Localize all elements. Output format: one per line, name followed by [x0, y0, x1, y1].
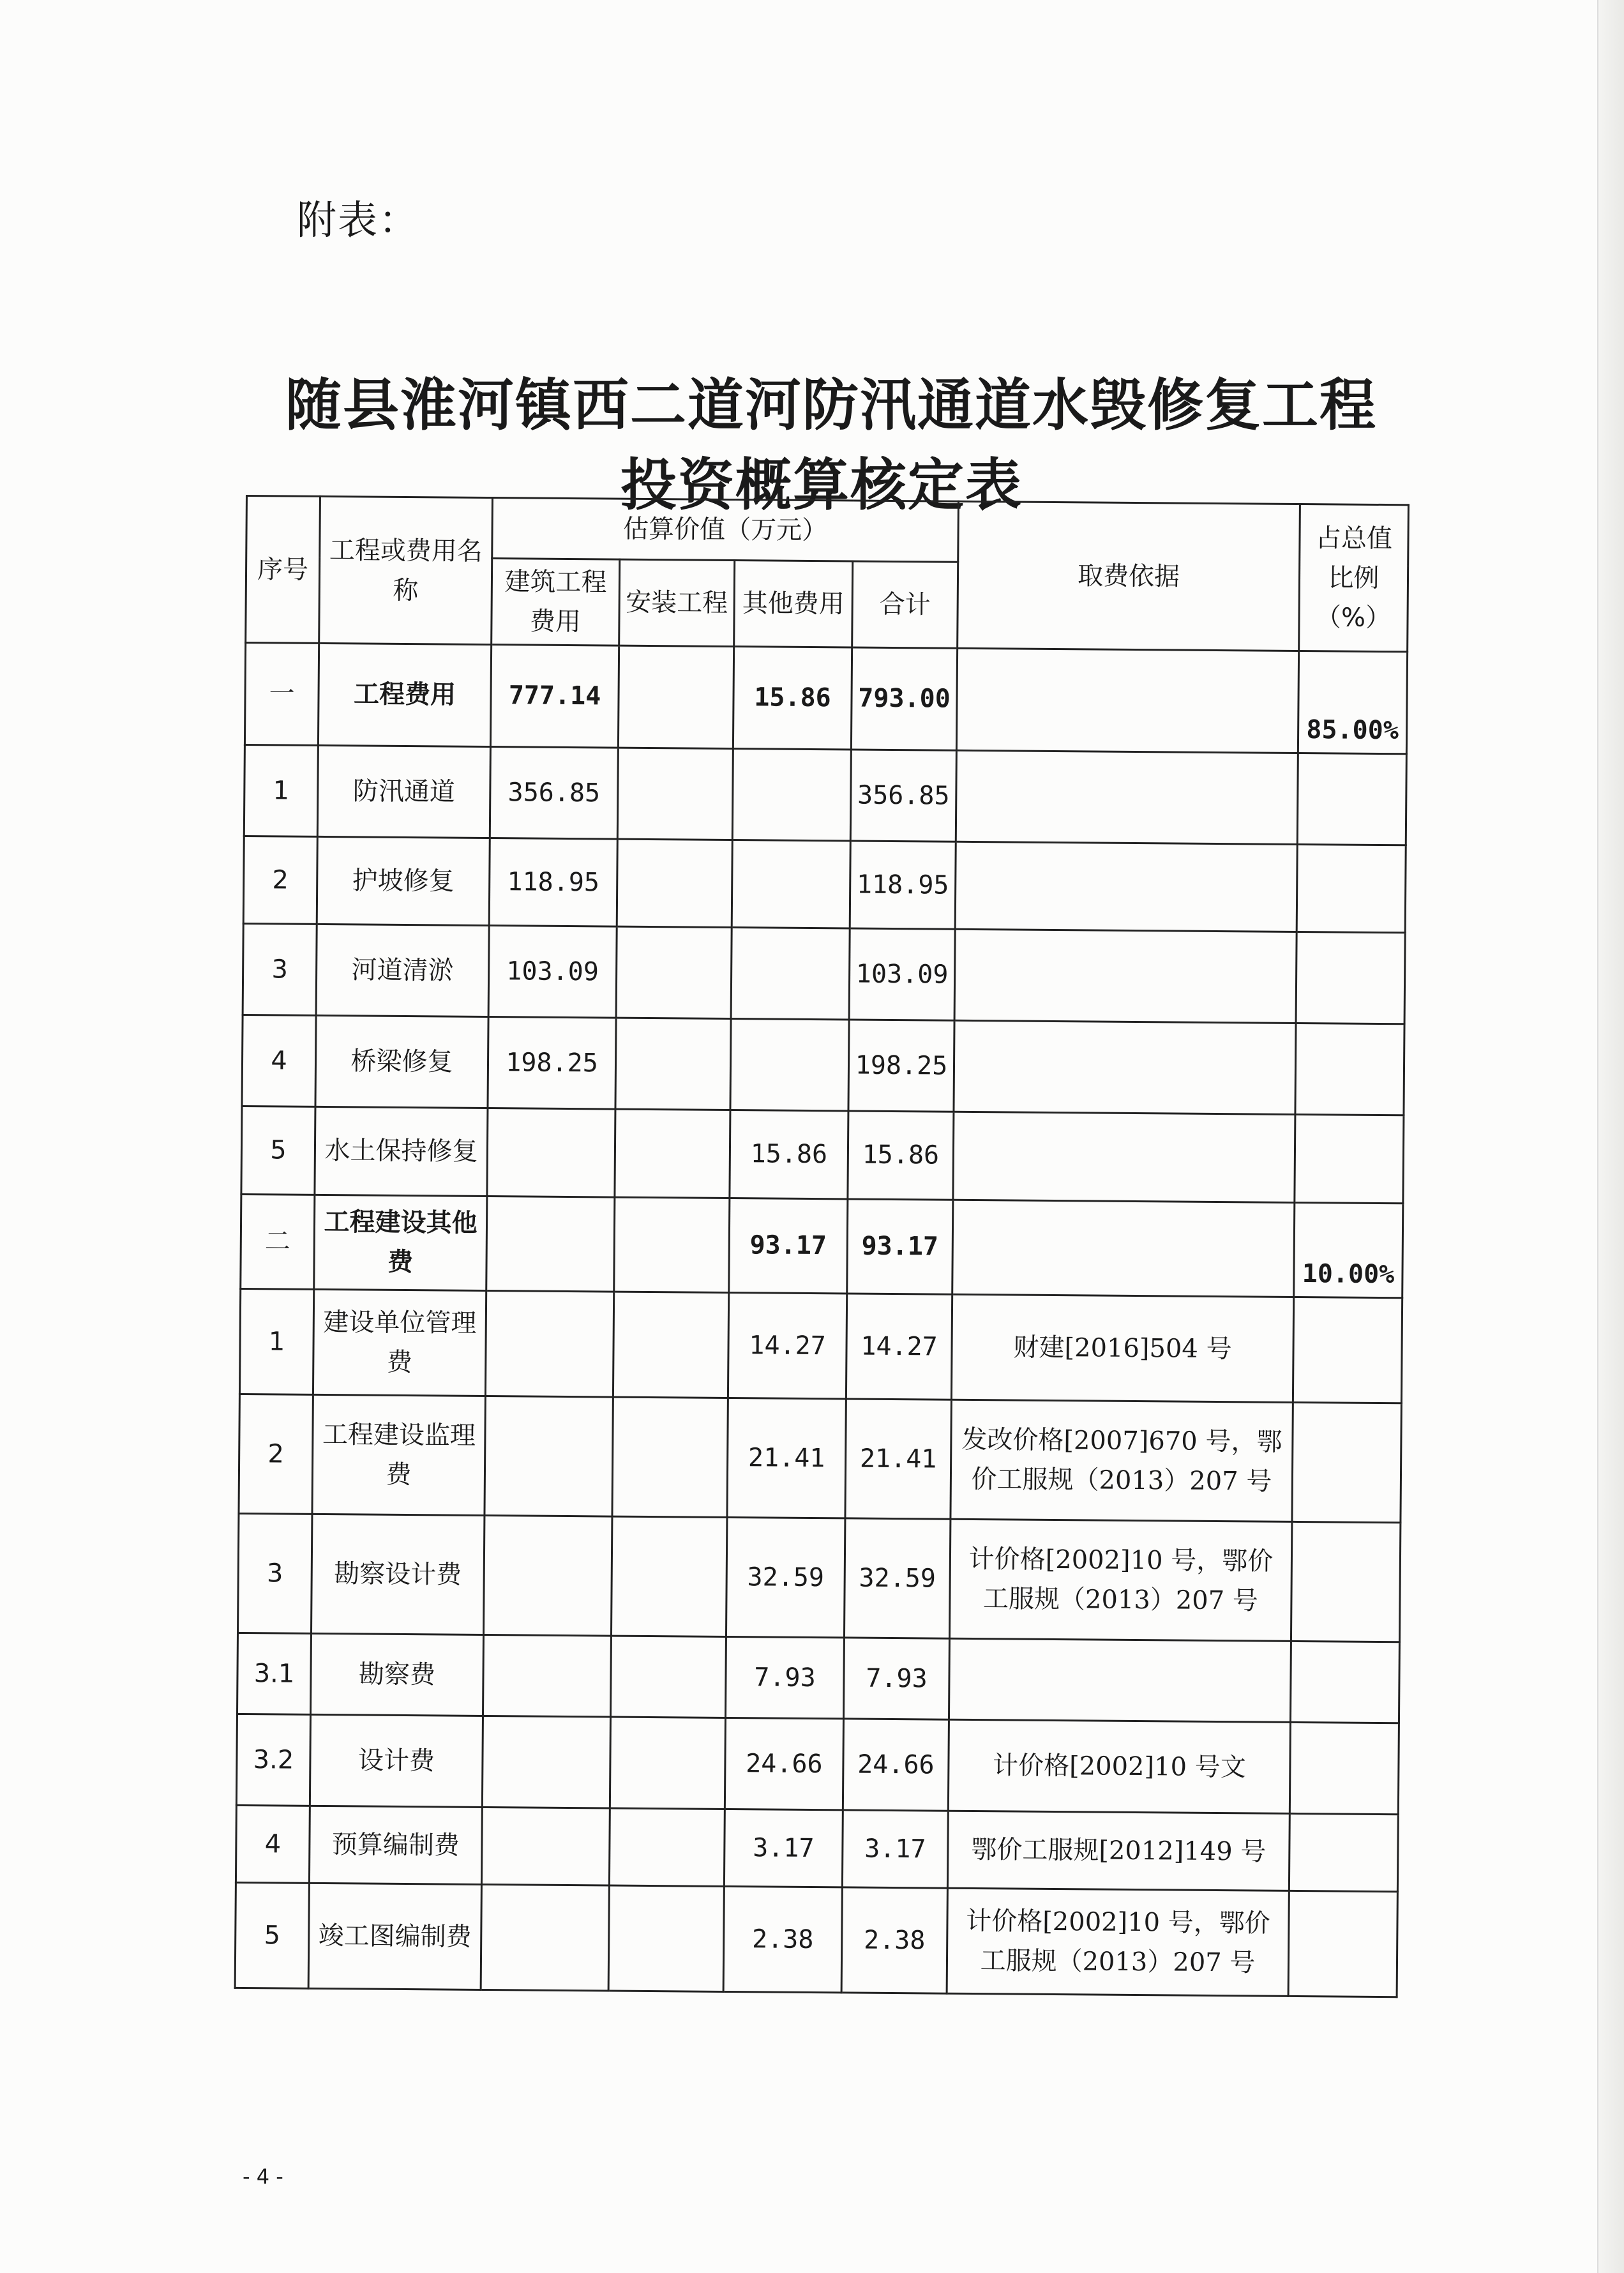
cell-install — [615, 1018, 731, 1110]
cell-build: 103.09 — [488, 926, 617, 1018]
cell-other: 3.17 — [724, 1809, 843, 1887]
cell-name: 桥梁修复 — [315, 1016, 488, 1108]
cell-name: 竣工图编制费 — [308, 1883, 481, 1990]
table-row — [235, 1882, 1397, 1997]
table-row — [236, 1714, 1399, 1814]
cell-install — [611, 1516, 726, 1636]
cell-seq: 4 — [236, 1805, 310, 1883]
cell-install — [617, 748, 733, 840]
cell-name: 工程建设其他费 — [314, 1195, 487, 1291]
table-row — [241, 1194, 1403, 1298]
cell-ratio: 85.00% — [1298, 651, 1407, 753]
cell-install — [610, 1717, 725, 1809]
cell-install — [616, 926, 732, 1018]
cell-install — [615, 1109, 730, 1198]
cell-name: 水土保持修复 — [315, 1107, 488, 1197]
header-other: 其他费用 — [734, 561, 853, 647]
cell-ratio — [1295, 1115, 1404, 1204]
cell-seq: 5 — [241, 1106, 315, 1195]
cell-build — [482, 1716, 610, 1808]
cell-build: 198.25 — [488, 1017, 616, 1110]
cell-basis — [949, 1639, 1291, 1723]
cell-install — [612, 1397, 728, 1517]
cell-total: 7.93 — [843, 1638, 949, 1719]
header-total: 合计 — [852, 561, 958, 648]
cell-ratio — [1289, 1813, 1398, 1891]
cell-install — [609, 1808, 725, 1886]
cell-build: 777.14 — [490, 645, 619, 748]
cell-name: 工程费用 — [318, 643, 491, 746]
cell-build — [485, 1291, 613, 1398]
cell-basis — [954, 929, 1297, 1023]
cell-total: 118.95 — [850, 841, 956, 930]
cell-other: 93.17 — [729, 1198, 848, 1294]
cell-seq: 4 — [242, 1015, 316, 1107]
cell-install — [613, 1292, 728, 1398]
cell-other — [732, 748, 851, 840]
header-estimate: 估算价值（万元） — [492, 498, 959, 563]
cell-seq: 3.1 — [237, 1633, 312, 1714]
cell-name: 工程建设监理费 — [312, 1395, 485, 1516]
cell-ratio — [1295, 1023, 1404, 1115]
cell-basis: 计价格[2002]10 号，鄂价工服规（2013）207 号 — [949, 1520, 1291, 1642]
cell-other: 24.66 — [725, 1718, 843, 1809]
cell-seq: 1 — [239, 1289, 313, 1395]
cell-other: 15.86 — [733, 647, 852, 750]
cell-build — [481, 1884, 609, 1991]
cell-seq: 2 — [239, 1394, 313, 1514]
table-row — [243, 924, 1405, 1024]
table-row — [244, 643, 1407, 754]
cell-ratio — [1297, 844, 1406, 933]
cell-name: 设计费 — [310, 1714, 483, 1807]
table-body — [235, 643, 1407, 1997]
cell-ratio — [1292, 1403, 1401, 1523]
table-row — [243, 836, 1406, 933]
cell-name: 勘察设计费 — [311, 1514, 484, 1635]
cell-ratio — [1291, 1522, 1400, 1642]
table-row — [237, 1514, 1400, 1642]
cell-ratio: 10.00% — [1294, 1202, 1403, 1298]
table-row — [239, 1394, 1401, 1523]
cell-build — [485, 1396, 613, 1517]
document-subtitle: 投资概算核定表 — [620, 452, 1023, 518]
cell-basis — [952, 1200, 1295, 1297]
page-number: - 4 - — [243, 2164, 283, 2189]
cell-total: 21.41 — [845, 1399, 951, 1519]
cell-install — [618, 646, 733, 748]
cell-install — [610, 1636, 726, 1718]
cell-basis: 计价格[2002]10 号，鄂价工服规（2013）207 号 — [947, 1888, 1289, 1996]
cell-seq: 一 — [244, 643, 319, 745]
cell-install — [608, 1885, 724, 1992]
cell-name: 建设单位管理费 — [313, 1290, 486, 1396]
cell-other: 32.59 — [726, 1518, 845, 1638]
cell-other — [731, 928, 850, 1020]
cell-ratio — [1289, 1722, 1399, 1814]
cell-build — [487, 1108, 615, 1197]
cell-other: 7.93 — [725, 1637, 844, 1719]
cell-build: 356.85 — [490, 746, 618, 839]
cell-total: 15.86 — [848, 1111, 954, 1200]
cell-build — [481, 1807, 610, 1885]
cell-name: 护坡修复 — [317, 836, 490, 926]
cell-seq: 3.2 — [236, 1714, 310, 1806]
cell-total: 14.27 — [846, 1294, 952, 1400]
cell-install — [614, 1197, 730, 1293]
header-build: 建筑工程费用 — [492, 559, 620, 646]
cell-other: 21.41 — [727, 1398, 846, 1518]
header-install: 安装工程 — [619, 559, 735, 646]
cell-basis — [956, 750, 1298, 844]
cell-total: 103.09 — [849, 928, 955, 1020]
table-row — [236, 1805, 1398, 1891]
cell-name: 河道清淤 — [316, 924, 489, 1016]
cell-seq: 2 — [243, 836, 317, 924]
cell-total: 3.17 — [842, 1810, 948, 1888]
cell-seq: 1 — [244, 744, 318, 836]
table-row — [244, 744, 1406, 845]
cell-total: 93.17 — [847, 1199, 953, 1295]
cell-basis: 发改价格[2007]670 号，鄂价工服规（2013）207 号 — [951, 1400, 1293, 1522]
cell-build — [486, 1196, 615, 1292]
table-row — [239, 1289, 1402, 1403]
cell-other — [730, 1019, 849, 1111]
cell-name: 防汛通道 — [317, 745, 490, 838]
cell-total: 198.25 — [848, 1020, 954, 1112]
cell-other — [732, 840, 850, 928]
cell-install — [617, 839, 732, 928]
cell-build — [483, 1635, 611, 1717]
cell-basis — [953, 1112, 1295, 1202]
document-title: 随县淮河镇西二道河防汛通道水毁修复工程 — [285, 372, 1377, 438]
cell-total: 32.59 — [844, 1518, 950, 1638]
cell-name: 预算编制费 — [309, 1806, 482, 1884]
cell-seq: 3 — [243, 924, 317, 1016]
cell-other: 14.27 — [728, 1293, 846, 1399]
cell-total: 356.85 — [850, 749, 956, 841]
attachment-label: 附表： — [297, 197, 420, 243]
table-row — [241, 1106, 1404, 1204]
cell-basis: 鄂价工服规[2012]149 号 — [947, 1811, 1289, 1891]
cell-seq: 二 — [241, 1194, 315, 1289]
cell-ratio — [1293, 1297, 1402, 1403]
header-ratio: 占总值比例（%） — [1299, 504, 1409, 651]
page-edge — [1597, 0, 1624, 2273]
cell-other: 2.38 — [723, 1886, 842, 1993]
cell-name: 勘察费 — [311, 1634, 484, 1716]
cell-basis — [954, 1020, 1296, 1114]
header-seq: 序号 — [246, 496, 320, 644]
cell-ratio — [1290, 1642, 1399, 1723]
cell-basis: 计价格[2002]10 号文 — [948, 1719, 1290, 1813]
table-row — [242, 1015, 1404, 1115]
cell-basis: 财建[2016]504 号 — [951, 1294, 1293, 1402]
cell-ratio — [1296, 932, 1405, 1024]
cell-basis — [956, 648, 1298, 753]
cell-seq: 5 — [235, 1882, 309, 1988]
cell-seq: 3 — [237, 1514, 312, 1634]
cell-total: 793.00 — [851, 647, 957, 750]
cell-other: 15.86 — [730, 1110, 848, 1199]
cell-basis — [955, 842, 1297, 932]
header-name: 工程或费用名称 — [319, 496, 493, 644]
cell-total: 24.66 — [843, 1719, 949, 1811]
budget-table — [234, 495, 1410, 1998]
cell-total: 2.38 — [841, 1887, 947, 1993]
cell-ratio — [1288, 1891, 1397, 1997]
cell-ratio — [1297, 753, 1406, 845]
cell-build: 118.95 — [489, 838, 617, 926]
cell-build — [483, 1516, 612, 1636]
table-row — [237, 1633, 1400, 1723]
header-basis: 取费依据 — [958, 501, 1300, 651]
